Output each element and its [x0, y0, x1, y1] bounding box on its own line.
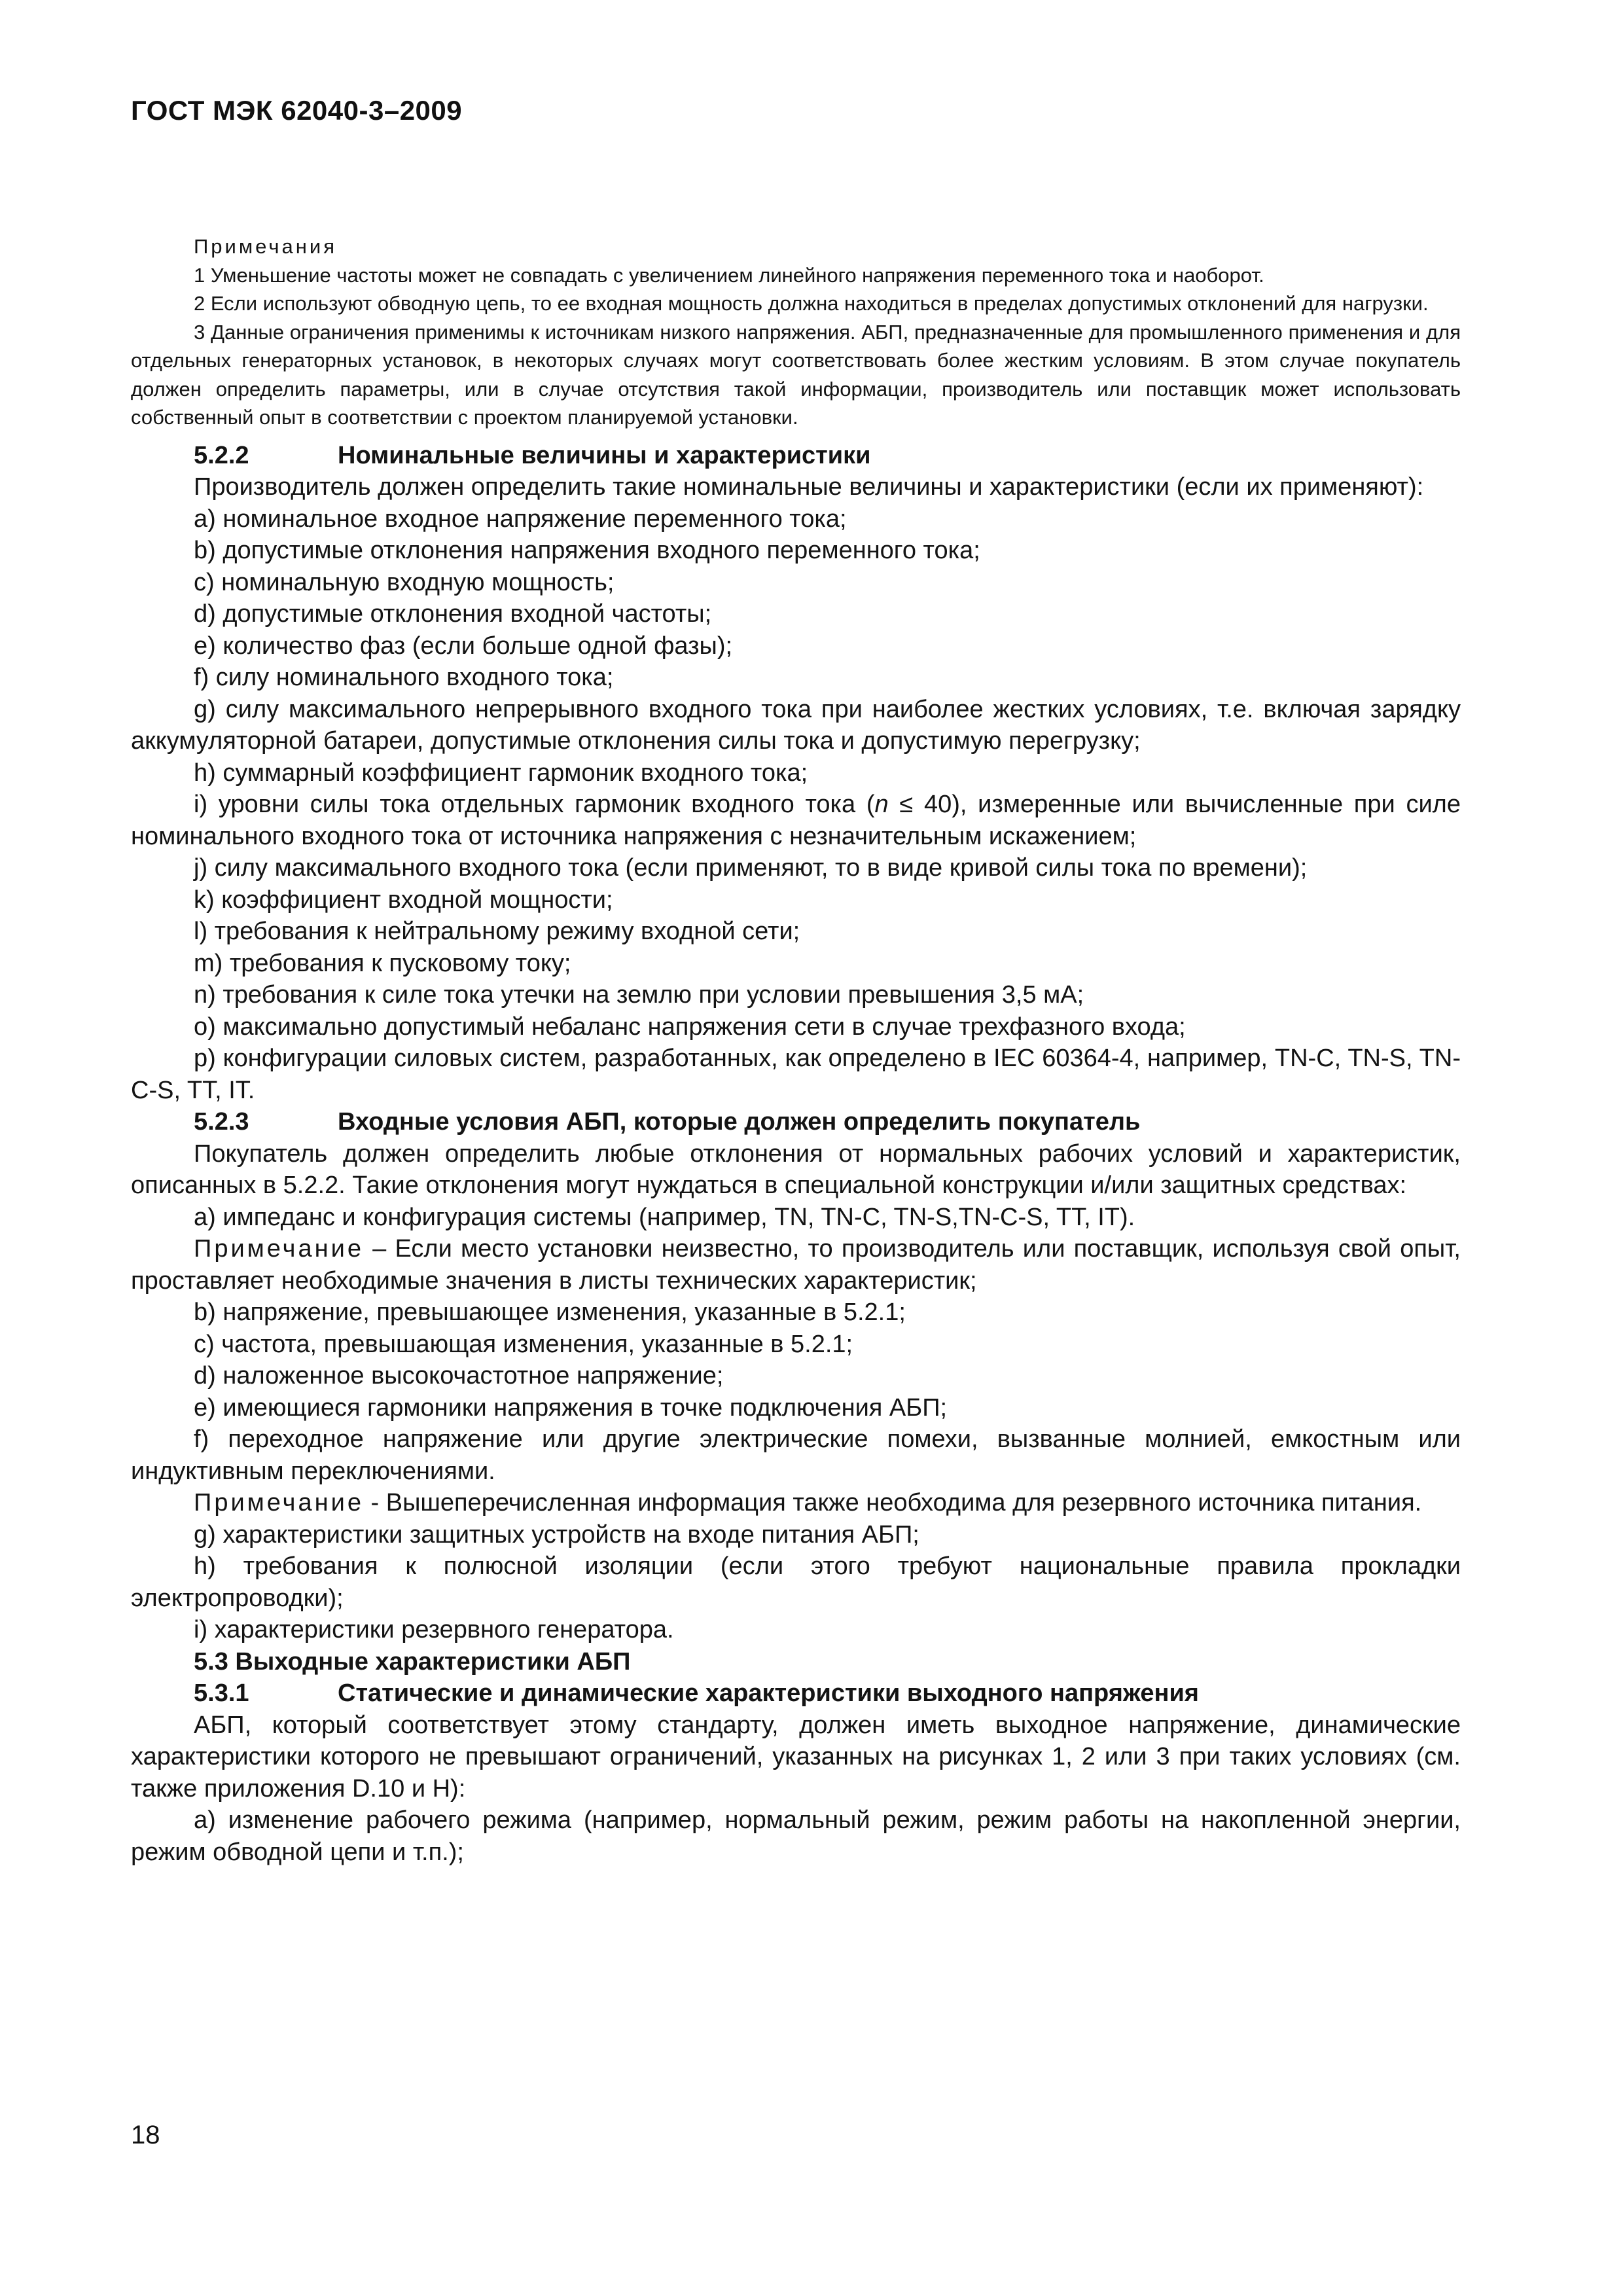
list-item: d) допустимые отклонения входной частоты;: [194, 600, 712, 628]
notes-title: Примечания: [194, 235, 337, 258]
document-header: ГОСТ МЭК 62040-3–2009: [131, 95, 463, 126]
list-item: a) изменение рабочего режима (например, нормальный режим, режим работы на накопленной энергии, режим обводной цепи и т.п.);: [131, 1806, 1461, 1866]
section-title: Номинальные величины и характеристики: [338, 441, 871, 469]
list-item: g) силу максимального непрерывного входного тока при наиболее жестких условиях, т.е. включая зарядку аккумуляторной батареи, допустимые отклонения силы тока и допустимую перегрузку;: [131, 695, 1461, 755]
section-heading-5-2-2: [131, 440, 1461, 472]
list-item: a) импеданс и конфигурация системы (например, TN, TN-C, TN-S,TN-C-S, TT, IT).: [194, 1203, 1135, 1231]
italic-variable: n: [874, 791, 889, 818]
list-item: f) переходное напряжение или другие электрические помехи, вызванные молнией, емкостным или индуктивным переключениями.: [131, 1426, 1461, 1485]
list-item: i) характеристики резервного генератора.: [194, 1616, 674, 1643]
list-item: k) коэффициент входной мощности;: [194, 886, 613, 914]
section-title: Входные условия АБП, которые должен определить покупатель: [338, 1108, 1141, 1136]
section-number: 5.2.3: [194, 1108, 249, 1136]
list-item: b) допустимые отклонения напряжения входного переменного тока;: [194, 537, 980, 564]
list-item: p) конфигурации силовых систем, разработанных, как определено в IEC 60364-4, например, TN-C, TN-S, TN-C-S, TT, IT.: [131, 1045, 1461, 1104]
list-item: b) напряжение, превышающее изменения, указанные в 5.2.1;: [194, 1299, 906, 1326]
text-run: i) уровни силы тока отдельных гармоник входного тока (: [194, 791, 875, 818]
section-number: 5.3.1: [194, 1679, 249, 1707]
text-run: ≤ 40), измеренные или вычисленные при силе номинального входного тока от источника напряжения с незначительным искажением;: [131, 791, 1461, 850]
note-label: Примечание: [194, 1489, 364, 1516]
list-item: j) силу максимального входного тока (если применяют, то в виде кривой силы тока по времени);: [194, 854, 1308, 882]
paragraph: Покупатель должен определить любые отклонения от нормальных рабочих условий и характеристик, описанных в 5.2.2. Такие отклонения могут нуждаться в специальной конструкции и/или защитных средствах:: [131, 1139, 1461, 1199]
note-text: - Вышеперечисленная информация также необходима для резервного источника питания.: [363, 1489, 1422, 1516]
inline-note: [131, 1233, 1461, 1297]
list-item: [131, 789, 1461, 852]
list-item: l) требования к нейтральному режиму входной сети;: [194, 918, 800, 945]
list-item: e) количество фаз (если больше одной фазы);: [194, 632, 733, 660]
paragraph: Производитель должен определить такие номинальные величины и характеристики (если их применяют):: [194, 473, 1424, 501]
section-heading-5-3: 5.3 Выходные характеристики АБП: [194, 1647, 631, 1676]
note-item: 1 Уменьшение частоты может не совпадать с увеличением линейного напряжения переменного тока и наоборот.: [194, 263, 1264, 287]
list-item: n) требования к силе тока утечки на землю при условии превышения 3,5 мА;: [194, 981, 1084, 1009]
section-title: Статические и динамические характеристики выходного напряжения: [338, 1679, 1199, 1707]
paragraph: АБП, который соответствует этому стандарту, должен иметь выходное напряжение, динамические характеристики которого не превышают ограничений, указанных на рисунках 1, 2 или 3 при таких условиях (см. также приложения D.10 и Н):: [131, 1711, 1461, 1803]
list-item: o) максимально допустимый небаланс напряжения сети в случае трехфазного входа;: [194, 1013, 1186, 1041]
note-item: 3 Данные ограничения применимы к источникам низкого напряжения. АБП, предназначенные для промышленного применения и для отдельных генераторных установок, в некоторых случаях могут соответствовать более жестким условиям. В этом случае покупатель должен определить параметры, или в случае отсутствия такой информации, производитель или поставщик может использовать собственный опыт в соответствии с проектом планируемой установки.: [131, 320, 1461, 429]
list-item: g) характеристики защитных устройств на входе питания АБП;: [194, 1520, 919, 1549]
list-item: f) силу номинального входного тока;: [194, 664, 614, 691]
list-item: a) номинальное входное напряжение переменного тока;: [194, 505, 847, 533]
list-item: m) требования к пусковому току;: [194, 949, 571, 977]
note-text: – Если место установки неизвестно, то производитель или поставщик, используя свой опыт, проставляет необходимые значения в листы технических характеристик;: [131, 1235, 1461, 1295]
note-item: 2 Если используют обводную цепь, то ее входная мощность должна находиться в пределах допустимых отклонений для нагрузки.: [194, 292, 1429, 315]
page-number: 18: [131, 2121, 160, 2149]
main-text: [131, 440, 1461, 1869]
section-heading-5-2-3: [131, 1106, 1461, 1138]
section-number: 5.2.2: [194, 441, 249, 469]
section-heading-5-3-1: [131, 1677, 1461, 1710]
list-item: h) требования к полюсной изоляции (если этого требуют национальные правила прокладки электропроводки);: [131, 1552, 1461, 1612]
inline-note: [131, 1487, 1461, 1519]
list-item: c) номинальную входную мощность;: [194, 568, 615, 596]
notes-block: [131, 232, 1461, 432]
list-item: c) частота, превышающая изменения, указанные в 5.2.1;: [194, 1330, 853, 1358]
page-content: [131, 232, 1461, 1868]
note-label: Примечание: [194, 1235, 364, 1263]
list-item: h) суммарный коэффициент гармоник входного тока;: [194, 759, 808, 787]
list-item: d) наложенное высокочастотное напряжение;: [194, 1362, 724, 1390]
list-item: e) имеющиеся гармоники напряжения в точке подключения АБП;: [194, 1393, 948, 1422]
